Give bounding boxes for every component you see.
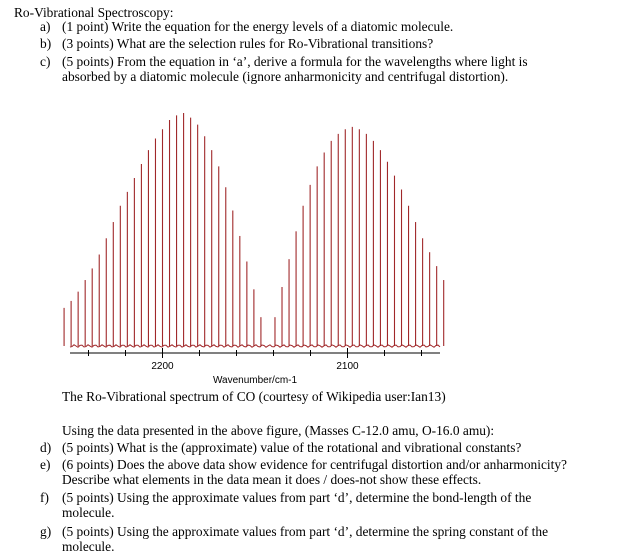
question-text: (5 points) Using the approximate values from part ‘d’, determine the bond-length of the: [62, 490, 532, 505]
x-axis: [70, 348, 440, 358]
x-tick-labels: [151, 361, 359, 372]
data-intro: Using the data presented in the above figure, (Masses C-12.0 amu, O-16.0 amu):: [62, 423, 495, 438]
question-text: (1 point) Write the equation for the energy levels of a diatomic molecule.: [62, 19, 454, 34]
question-text: absorbed by a diatomic molecule (ignore anharmonicity and centrifugal distortion).: [62, 69, 509, 84]
question-label: d): [40, 440, 52, 455]
question-label: g): [40, 524, 52, 539]
figure-caption: The Ro-Vibrational spectrum of CO (courtesy of Wikipedia user:Ian13): [62, 389, 446, 404]
question-label: a): [40, 19, 51, 34]
question-text: (5 points) What is the (approximate) value of the rotational and vibrational constants?: [62, 440, 522, 455]
question-label: f): [40, 490, 49, 505]
spectrum-chart: [62, 108, 447, 386]
x-tick-label: 2100: [336, 361, 359, 372]
question-text: (5 points) From the equation in ‘a’, derive a formula for the wavelengths where light is: [62, 54, 528, 69]
spectral-lines: [62, 113, 447, 346]
question-text: molecule.: [62, 539, 115, 554]
question-text: Describe what elements in the data mean it does / does-not show these effects.: [62, 472, 482, 487]
question-text: (3 points) What are the selection rules for Ro-Vibrational transitions?: [62, 36, 434, 51]
x-axis-label: Wavenumber/cm-1: [212, 375, 298, 386]
question-text: (5 points) Using the approximate values from part ‘d’, determine the spring constant of the: [62, 524, 549, 539]
baseline-trace: [70, 345, 440, 347]
x-tick-label: 2200: [151, 361, 174, 372]
question-label: c): [40, 54, 51, 69]
question-label: e): [40, 457, 51, 472]
question-text: molecule.: [62, 505, 115, 520]
question-label: b): [40, 36, 52, 51]
page-title: Ro-Vibrational Spectroscopy:: [14, 5, 174, 20]
question-text: (6 points) Does the above data show evidence for centrifugal distortion and/or anharmonicity?: [62, 457, 567, 472]
baseline: [70, 345, 440, 347]
